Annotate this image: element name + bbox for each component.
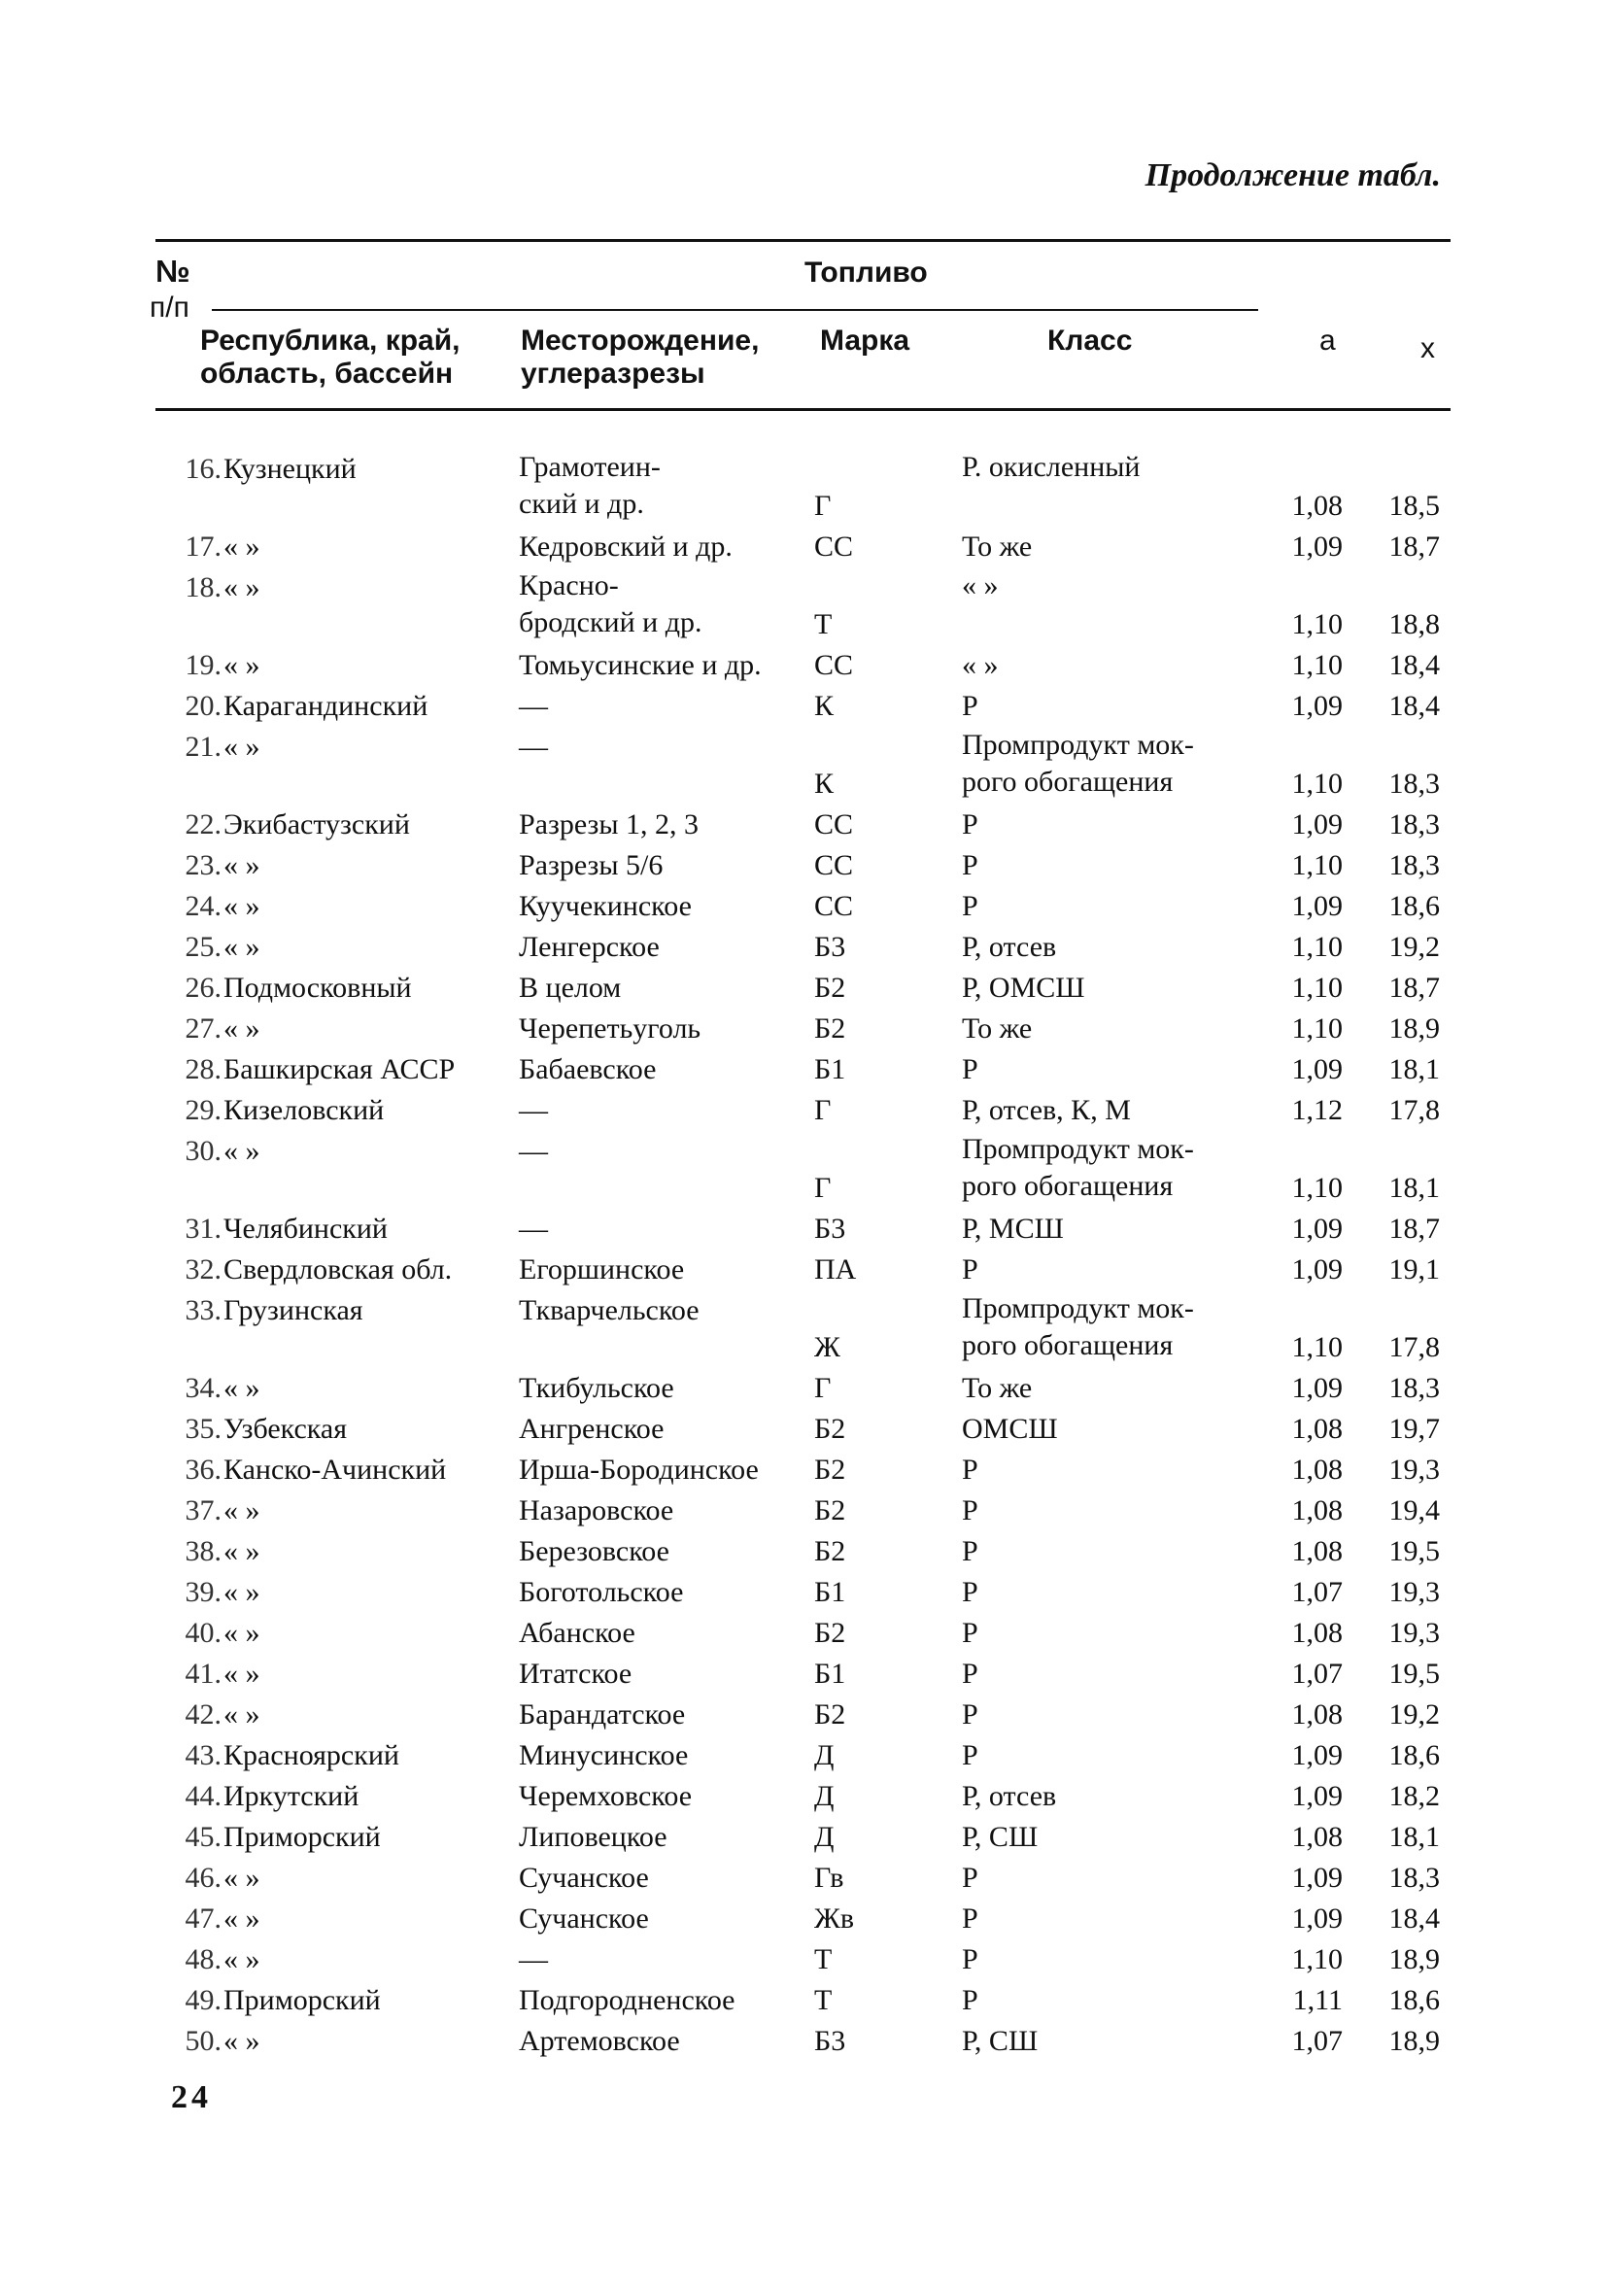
- table-row: [0, 1290, 1606, 1368]
- row-x-value: 18,7: [1388, 972, 1440, 1004]
- row-a-value: 1,09: [1291, 808, 1343, 840]
- table-row: [0, 1209, 1606, 1250]
- row-a-value: 1,09: [1291, 1253, 1343, 1285]
- row-deposit: Минусинское: [519, 1739, 689, 1771]
- row-a-value: 1,08: [1291, 1617, 1343, 1649]
- row-number: 48.: [185, 1943, 222, 1975]
- row-deposit: Сучанское: [519, 1902, 649, 1935]
- row-mark: Б2: [814, 972, 846, 1004]
- table-row: [0, 2021, 1606, 2062]
- row-class: Р, СШ: [962, 2025, 1039, 2057]
- row-number: 19.: [185, 649, 222, 681]
- row-deposit: —: [519, 1094, 548, 1126]
- row-region: Канско-Ачинский: [223, 1454, 447, 1486]
- row-x-value: 18,4: [1388, 1902, 1440, 1935]
- row-mark: ПА: [814, 1253, 857, 1285]
- table-row: [0, 1531, 1606, 1572]
- row-deposit: Бабаевское: [519, 1053, 657, 1085]
- row-a-value: 1,07: [1291, 2025, 1343, 2057]
- row-region: Грузинская: [223, 1294, 363, 1326]
- row-a-value: 1,12: [1291, 1094, 1343, 1126]
- row-number: 29.: [185, 1094, 222, 1126]
- row-number: 16.: [185, 453, 222, 485]
- row-a-value: 1,08: [1291, 1535, 1343, 1567]
- row-region: « »: [223, 731, 260, 763]
- row-deposit: Артемовское: [519, 2025, 680, 2057]
- row-region: Подмосковный: [223, 972, 412, 1004]
- row-mark: СС: [814, 890, 854, 922]
- row-number: 40.: [185, 1617, 222, 1649]
- row-region: Свердловская обл.: [223, 1253, 453, 1285]
- row-region: Иркутский: [223, 1780, 359, 1812]
- row-x-value: 17,8: [1388, 1094, 1440, 1126]
- row-deposit: Черепетьуголь: [519, 1012, 701, 1045]
- table-row: [0, 1491, 1606, 1531]
- row-deposit: —: [519, 690, 548, 722]
- fuel-group-rule: [212, 309, 1258, 311]
- row-number: 23.: [185, 849, 222, 881]
- row-deposit: Сучанское: [519, 1862, 649, 1894]
- table-row: [0, 1572, 1606, 1613]
- row-mark: Жв: [814, 1902, 855, 1935]
- row-region: « »: [223, 1372, 260, 1404]
- row-region: Красноярский: [223, 1739, 399, 1771]
- row-x-value: 18,6: [1388, 1984, 1440, 2016]
- row-a-value: 1,07: [1291, 1658, 1343, 1690]
- row-class: Р, ОМСШ: [962, 972, 1085, 1004]
- row-x-value: 19,7: [1388, 1413, 1440, 1445]
- row-deposit: Подгородненское: [519, 1984, 735, 2016]
- table-row: [0, 449, 1606, 527]
- row-a-value: 1,09: [1291, 690, 1343, 722]
- row-region: Кузнецкий: [223, 453, 357, 485]
- row-deposit: Ленгерское: [519, 931, 660, 963]
- table-row: [0, 1250, 1606, 1290]
- row-x-value: 18,4: [1388, 649, 1440, 681]
- row-a-value: 1,09: [1291, 1053, 1343, 1085]
- row-mark: Б2: [814, 1012, 846, 1045]
- row-deposit: Березовское: [519, 1535, 669, 1567]
- row-class: Р: [962, 1698, 978, 1731]
- row-deposit: В целом: [519, 972, 622, 1004]
- row-mark: Т: [814, 1984, 833, 2016]
- header-x: x: [1420, 332, 1435, 364]
- row-x-value: 17,8: [1388, 1331, 1440, 1363]
- row-a-value: 1,09: [1291, 1902, 1343, 1935]
- row-a-value: 1,10: [1291, 972, 1343, 1004]
- row-class: Р: [962, 1535, 978, 1567]
- row-a-value: 1,10: [1291, 1331, 1343, 1363]
- table-row: [0, 845, 1606, 886]
- table-row: [0, 886, 1606, 927]
- table-top-rule: [155, 239, 1451, 242]
- row-a-value: 1,10: [1291, 649, 1343, 681]
- row-deposit: Итатское: [519, 1658, 632, 1690]
- row-class: Р: [962, 1943, 978, 1975]
- row-number: 36.: [185, 1454, 222, 1486]
- row-number: 32.: [185, 1253, 222, 1285]
- row-x-value: 18,7: [1388, 1213, 1440, 1245]
- row-a-value: 1,09: [1291, 890, 1343, 922]
- row-x-value: 19,1: [1388, 1253, 1440, 1285]
- row-mark: Б2: [814, 1698, 846, 1731]
- row-number: 37.: [185, 1494, 222, 1526]
- row-number: 17.: [185, 531, 222, 563]
- table-row: [0, 686, 1606, 727]
- row-class: То же: [962, 1372, 1033, 1404]
- row-deposit: Черемховское: [519, 1780, 693, 1812]
- row-number: 33.: [185, 1294, 222, 1326]
- row-mark: К: [814, 768, 835, 800]
- row-a-value: 1,10: [1291, 931, 1343, 963]
- row-region: « »: [223, 1576, 260, 1608]
- header-deposit: Месторождение, углеразрезы: [521, 325, 760, 390]
- row-number: 35.: [185, 1413, 222, 1445]
- row-x-value: 18,1: [1388, 1053, 1440, 1085]
- row-x-value: 18,6: [1388, 890, 1440, 922]
- header-region: Республика, край, область, бассейн: [200, 325, 461, 390]
- row-mark: Б2: [814, 1617, 846, 1649]
- row-region: « »: [223, 649, 260, 681]
- row-number: 31.: [185, 1213, 222, 1245]
- row-class: Р, СШ: [962, 1821, 1039, 1853]
- table-row: [0, 1939, 1606, 1980]
- row-class: Р: [962, 808, 978, 840]
- row-number: 26.: [185, 972, 222, 1004]
- row-a-value: 1,10: [1291, 1172, 1343, 1204]
- row-region: Приморский: [223, 1984, 381, 2016]
- row-class: Р: [962, 1617, 978, 1649]
- row-number: 30.: [185, 1135, 222, 1167]
- row-mark: Б2: [814, 1413, 846, 1445]
- row-x-value: 18,9: [1388, 1012, 1440, 1045]
- row-number: 21.: [185, 731, 222, 763]
- header-fuel: Топливо: [804, 257, 928, 289]
- table-row: [0, 1858, 1606, 1899]
- row-region: « »: [223, 1535, 260, 1567]
- row-mark: Гв: [814, 1862, 844, 1894]
- row-x-value: 18,1: [1388, 1821, 1440, 1853]
- row-class: Р: [962, 690, 978, 722]
- row-class: Р: [962, 1494, 978, 1526]
- row-a-value: 1,08: [1291, 1494, 1343, 1526]
- row-a-value: 1,09: [1291, 1780, 1343, 1812]
- row-region: Экибастузский: [223, 808, 410, 840]
- row-deposit: Разрезы 1, 2, 3: [519, 808, 700, 840]
- row-number: 38.: [185, 1535, 222, 1567]
- row-mark: СС: [814, 808, 854, 840]
- header-number-label: п/п: [150, 291, 189, 324]
- row-class: « »: [962, 569, 999, 601]
- row-x-value: 19,2: [1388, 931, 1440, 963]
- row-class: Р: [962, 1253, 978, 1285]
- row-x-value: 18,3: [1388, 1862, 1440, 1894]
- row-a-value: 1,09: [1291, 1372, 1343, 1404]
- row-x-value: 18,3: [1388, 849, 1440, 881]
- row-class: Р, отсев, К, М: [962, 1094, 1131, 1126]
- row-a-value: 1,10: [1291, 768, 1343, 800]
- row-region: « »: [223, 1862, 260, 1894]
- table-row: [0, 1735, 1606, 1776]
- row-a-value: 1,10: [1291, 1943, 1343, 1975]
- row-class: Р: [962, 1902, 978, 1935]
- row-region: « »: [223, 1902, 260, 1935]
- row-class: Р, отсев: [962, 931, 1057, 963]
- row-region: Кизеловский: [223, 1094, 385, 1126]
- continuation-label: Продолжение табл.: [1145, 157, 1441, 193]
- row-a-value: 1,09: [1291, 1739, 1343, 1771]
- row-number: 43.: [185, 1739, 222, 1771]
- row-deposit: —: [519, 1213, 548, 1245]
- row-class: Р, отсев: [962, 1780, 1057, 1812]
- table-row: [0, 1613, 1606, 1654]
- table-row: [0, 1131, 1606, 1209]
- row-deposit: Егоршинское: [519, 1253, 685, 1285]
- table-row: [0, 1817, 1606, 1858]
- row-class: Р: [962, 1053, 978, 1085]
- row-mark: СС: [814, 649, 854, 681]
- table-row: [0, 968, 1606, 1009]
- table-row: [0, 1090, 1606, 1131]
- table-row: [0, 567, 1606, 645]
- header-mark: Марка: [820, 325, 910, 357]
- row-region: « »: [223, 571, 260, 603]
- row-deposit: Ткибульское: [519, 1372, 674, 1404]
- row-region: « »: [223, 2025, 260, 2057]
- table-body: [0, 449, 1606, 2062]
- row-deposit: —: [519, 731, 548, 763]
- row-deposit: Боготольское: [519, 1576, 684, 1608]
- row-mark: Б2: [814, 1535, 846, 1567]
- row-a-value: 1,08: [1291, 1413, 1343, 1445]
- row-class: « »: [962, 649, 999, 681]
- row-region: « »: [223, 1135, 260, 1167]
- row-region: Приморский: [223, 1821, 381, 1853]
- row-mark: Д: [814, 1739, 835, 1771]
- row-number: 28.: [185, 1053, 222, 1085]
- table-row: [0, 1776, 1606, 1817]
- row-region: Узбекская: [223, 1413, 348, 1445]
- row-a-value: 1,07: [1291, 1576, 1343, 1608]
- row-number: 18.: [185, 571, 222, 603]
- row-class: Р: [962, 1739, 978, 1771]
- row-region: « »: [223, 1943, 260, 1975]
- row-mark: Б2: [814, 1494, 846, 1526]
- table-row: [0, 1899, 1606, 1939]
- row-x-value: 18,2: [1388, 1780, 1440, 1812]
- row-number: 41.: [185, 1658, 222, 1690]
- row-a-value: 1,08: [1291, 490, 1343, 522]
- row-region: Башкирская АССР: [223, 1053, 456, 1085]
- row-class: Р: [962, 1862, 978, 1894]
- row-deposit: Абанское: [519, 1617, 635, 1649]
- row-a-value: 1,11: [1292, 1984, 1343, 2016]
- row-deposit: Липовецкое: [519, 1821, 667, 1853]
- row-number: 44.: [185, 1780, 222, 1812]
- table-row: [0, 1368, 1606, 1409]
- row-class: Р: [962, 849, 978, 881]
- row-class: Р, МСШ: [962, 1213, 1064, 1245]
- header-class: Класс: [1047, 325, 1133, 357]
- row-x-value: 19,3: [1388, 1617, 1440, 1649]
- table-row: [0, 1980, 1606, 2021]
- row-number: 27.: [185, 1012, 222, 1045]
- row-mark: Б1: [814, 1576, 846, 1608]
- header-a: a: [1319, 325, 1336, 357]
- row-class: Р: [962, 1576, 978, 1608]
- row-mark: Д: [814, 1780, 835, 1812]
- row-mark: Б1: [814, 1658, 846, 1690]
- row-region: « »: [223, 1658, 260, 1690]
- table-header-rule: [155, 408, 1451, 411]
- row-a-value: 1,08: [1291, 1454, 1343, 1486]
- row-x-value: 19,2: [1388, 1698, 1440, 1731]
- row-x-value: 18,6: [1388, 1739, 1440, 1771]
- row-x-value: 18,7: [1388, 531, 1440, 563]
- row-number: 50.: [185, 2025, 222, 2057]
- page-number: 24: [171, 2079, 212, 2115]
- row-number: 20.: [185, 690, 222, 722]
- row-deposit: —: [519, 1135, 548, 1167]
- row-x-value: 18,3: [1388, 1372, 1440, 1404]
- row-mark: Б2: [814, 1454, 846, 1486]
- row-a-value: 1,08: [1291, 1698, 1343, 1731]
- row-deposit: Куучекинское: [519, 890, 692, 922]
- row-x-value: 19,5: [1388, 1658, 1440, 1690]
- row-x-value: 18,3: [1388, 768, 1440, 800]
- row-number: 42.: [185, 1698, 222, 1731]
- row-x-value: 18,8: [1388, 608, 1440, 640]
- row-deposit: Ткварчельское: [519, 1294, 700, 1326]
- row-a-value: 1,10: [1291, 608, 1343, 640]
- row-mark: Г: [814, 1094, 832, 1126]
- row-class: ОМСШ: [962, 1413, 1058, 1445]
- row-x-value: 19,3: [1388, 1454, 1440, 1486]
- row-number: 22.: [185, 808, 222, 840]
- row-region: « »: [223, 1494, 260, 1526]
- row-x-value: 18,1: [1388, 1172, 1440, 1204]
- row-x-value: 19,5: [1388, 1535, 1440, 1567]
- row-mark: К: [814, 690, 835, 722]
- row-mark: Г: [814, 1172, 832, 1204]
- row-deposit: Барандатское: [519, 1698, 686, 1731]
- row-deposit: —: [519, 1943, 548, 1975]
- row-a-value: 1,09: [1291, 1862, 1343, 1894]
- row-deposit: Ангренское: [519, 1413, 665, 1445]
- row-deposit: Кедровский и др.: [519, 531, 733, 563]
- row-region: « »: [223, 1012, 260, 1045]
- row-class: Р: [962, 1454, 978, 1486]
- table-row: [0, 1049, 1606, 1090]
- row-number: 45.: [185, 1821, 222, 1853]
- row-number: 25.: [185, 931, 222, 963]
- table-row: [0, 527, 1606, 567]
- table-row: [0, 927, 1606, 968]
- row-mark: Б3: [814, 1213, 846, 1245]
- row-a-value: 1,10: [1291, 1012, 1343, 1045]
- row-x-value: 18,5: [1388, 490, 1440, 522]
- row-x-value: 18,3: [1388, 808, 1440, 840]
- table-row: [0, 1450, 1606, 1491]
- row-x-value: 18,4: [1388, 690, 1440, 722]
- row-number: 24.: [185, 890, 222, 922]
- row-class: Р: [962, 890, 978, 922]
- row-class: Промпродукт мок- рого обогащения: [962, 729, 1194, 798]
- row-region: « »: [223, 531, 260, 563]
- row-number: 46.: [185, 1862, 222, 1894]
- row-deposit: Красно- бродский и др.: [519, 569, 702, 638]
- row-class: Р: [962, 1984, 978, 2016]
- row-region: « »: [223, 931, 260, 963]
- row-mark: Г: [814, 1372, 832, 1404]
- row-deposit: Ирша-Бородинское: [519, 1454, 759, 1486]
- row-class: То же: [962, 531, 1033, 563]
- row-x-value: 18,9: [1388, 2025, 1440, 2057]
- row-x-value: 18,9: [1388, 1943, 1440, 1975]
- row-mark: Б3: [814, 931, 846, 963]
- row-mark: Б3: [814, 2025, 846, 2057]
- table-row: [0, 1654, 1606, 1695]
- row-class: То же: [962, 1012, 1033, 1045]
- row-region: Челябинский: [223, 1213, 388, 1245]
- row-mark: Б1: [814, 1053, 846, 1085]
- row-region: « »: [223, 1617, 260, 1649]
- row-a-value: 1,09: [1291, 1213, 1343, 1245]
- row-mark: Г: [814, 490, 832, 522]
- table-row: [0, 1009, 1606, 1049]
- row-mark: СС: [814, 531, 854, 563]
- row-deposit: Томьусинские и др.: [519, 649, 762, 681]
- row-class: Промпродукт мок- рого обогащения: [962, 1133, 1194, 1202]
- table-row: [0, 1409, 1606, 1450]
- table-row: [0, 805, 1606, 845]
- row-deposit: Грамотеин- ский и др.: [519, 451, 661, 520]
- row-x-value: 19,4: [1388, 1494, 1440, 1526]
- row-a-value: 1,10: [1291, 849, 1343, 881]
- row-deposit: Разрезы 5/6: [519, 849, 664, 881]
- row-mark: СС: [814, 849, 854, 881]
- row-region: « »: [223, 849, 260, 881]
- row-mark: Ж: [814, 1331, 840, 1363]
- row-class: Р: [962, 1658, 978, 1690]
- row-a-value: 1,08: [1291, 1821, 1343, 1853]
- row-mark: Т: [814, 1943, 833, 1975]
- row-class: Промпродукт мок- рого обогащения: [962, 1292, 1194, 1361]
- row-region: « »: [223, 1698, 260, 1731]
- row-number: 49.: [185, 1984, 222, 2016]
- row-number: 39.: [185, 1576, 222, 1608]
- header-number-sign: №: [155, 254, 190, 289]
- row-mark: Д: [814, 1821, 835, 1853]
- row-class: Р. окисленный: [962, 451, 1141, 483]
- row-number: 47.: [185, 1902, 222, 1935]
- table-row: [0, 1695, 1606, 1735]
- row-mark: Т: [814, 608, 833, 640]
- row-deposit: Назаровское: [519, 1494, 674, 1526]
- row-x-value: 19,3: [1388, 1576, 1440, 1608]
- table-row: [0, 645, 1606, 686]
- table-row: [0, 727, 1606, 805]
- row-region: Карагандинский: [223, 690, 428, 722]
- row-a-value: 1,09: [1291, 531, 1343, 563]
- row-number: 34.: [185, 1372, 222, 1404]
- row-region: « »: [223, 890, 260, 922]
